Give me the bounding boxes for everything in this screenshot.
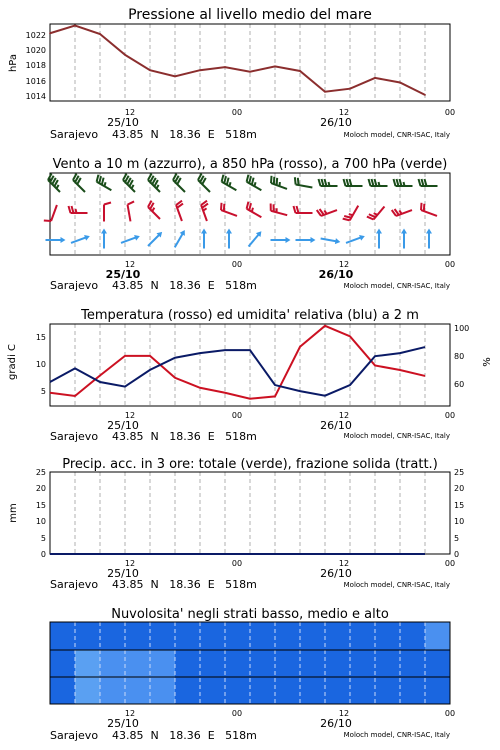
pressure-yticks	[26, 31, 46, 101]
cloud-cell	[425, 650, 451, 677]
pressure-point	[249, 71, 251, 73]
wind-barb-700hpa	[344, 179, 363, 186]
pressure-point	[374, 77, 376, 79]
temp-yticks-right	[454, 324, 469, 389]
cloud-cell	[125, 677, 151, 704]
pressure-point	[49, 32, 51, 34]
cloud-date: 25/10	[107, 717, 139, 730]
cloud-cell	[350, 650, 376, 677]
cloud-cell	[175, 622, 201, 650]
cloud-cell	[100, 622, 126, 650]
wind-barb-10m	[121, 235, 140, 243]
wind-xtick: 12	[124, 260, 136, 269]
cloud-cell	[225, 677, 251, 704]
cloud-xaxis	[50, 709, 455, 742]
wind-barb-700hpa	[295, 177, 312, 187]
pressure-ylabel: hPa	[8, 53, 19, 73]
cloud-cell	[200, 677, 226, 704]
cloud-xtick: 00	[444, 709, 456, 718]
precip-ytick: 5	[454, 534, 460, 543]
cloud-cell	[175, 677, 201, 704]
wind-date: 25/10	[105, 268, 141, 281]
cloud-cell	[100, 650, 126, 677]
cloud-cell	[400, 650, 426, 677]
cloud-cell	[400, 622, 426, 650]
temp-ytick: 10	[35, 360, 46, 369]
cloud-cell	[50, 677, 76, 704]
pressure-point	[399, 82, 401, 84]
wind-barb-10m	[346, 235, 365, 243]
temp-xaxis	[50, 411, 455, 443]
wind-panel	[44, 157, 455, 292]
pressure-date: 26/10	[320, 116, 352, 129]
wind-barb-700hpa	[419, 179, 438, 186]
precip-ytick: 25	[35, 468, 46, 477]
temp-yticks-left	[36, 333, 46, 396]
precip-title: Precip. acc. in 3 ore: totale (verde), frazione solida (tratt.)	[62, 457, 438, 472]
credit-label: Moloch model, CNR-ISAC, Italy	[343, 581, 450, 589]
precip-ytick: 5	[40, 534, 46, 543]
cloud-cell	[325, 650, 351, 677]
temp-ytick: 5	[40, 387, 46, 396]
wind-barb-700hpa	[222, 175, 237, 191]
wind-barb-850hpa	[247, 202, 262, 218]
cloud-cell	[125, 622, 151, 650]
temp-panel	[7, 308, 493, 443]
cloud-cell	[125, 650, 151, 677]
wind-barb-10m	[401, 229, 407, 249]
cloud-cell	[150, 622, 176, 650]
wind-barb-850hpa	[392, 209, 412, 216]
cloud-cell	[300, 622, 326, 650]
wind-barb-850hpa	[271, 204, 288, 216]
cloud-cell	[275, 677, 301, 704]
pressure-point	[199, 69, 201, 71]
cloud-date: 26/10	[320, 717, 352, 730]
wind-barb-700hpa	[394, 179, 413, 186]
cloud-cell	[250, 677, 276, 704]
temp-frame	[50, 324, 450, 406]
precip-xtick: 00	[231, 559, 243, 568]
wind-xtick: 12	[338, 260, 350, 269]
wind-xtick: 00	[231, 260, 243, 269]
location-label: Sarajevo 43.85 N 18.36 E 518m	[50, 578, 257, 591]
cloud-cell	[250, 622, 276, 650]
cloud-cell	[275, 622, 301, 650]
wind-barb-10m	[201, 229, 207, 249]
wind-barb-850hpa	[201, 201, 208, 221]
pressure-xaxis	[50, 108, 455, 141]
precip-ytick: 10	[454, 517, 465, 526]
precip-xtick: 12	[124, 559, 136, 568]
wind-barb-10m	[226, 229, 232, 249]
cloud-cell	[100, 677, 126, 704]
wind-barb-10m	[175, 230, 185, 247]
pressure-point	[324, 91, 326, 93]
wind-barb-850hpa	[176, 201, 183, 221]
pressure-panel	[8, 7, 455, 141]
pressure-ytick: 1014	[25, 92, 46, 101]
cloud-cell	[350, 622, 376, 650]
pressure-ytick: 1016	[25, 77, 46, 86]
cloud-cell	[150, 677, 176, 704]
wind-frame	[50, 173, 450, 255]
pressure-point	[349, 88, 351, 90]
location-label: Sarajevo 43.85 N 18.36 E 518m	[50, 430, 257, 443]
cloud-cell	[375, 677, 401, 704]
precip-xtick: 12	[338, 559, 350, 568]
cloud-cell	[200, 650, 226, 677]
temp-xtick: 00	[444, 411, 456, 420]
cloud-cell	[325, 622, 351, 650]
precip-panel	[8, 457, 464, 591]
cloud-panel	[50, 607, 455, 742]
cloud-cell	[150, 650, 176, 677]
wind-barb-700hpa	[247, 175, 262, 191]
pressure-point	[224, 66, 226, 68]
location-label: Sarajevo 43.85 N 18.36 E 518m	[50, 729, 257, 742]
cloud-xtick: 12	[338, 709, 350, 718]
cloud-cell	[75, 650, 101, 677]
cloud-cell	[200, 622, 226, 650]
wind-barb-10m	[296, 237, 316, 243]
wind-barb-10m	[46, 237, 66, 243]
cloud-xtick: 00	[231, 709, 243, 718]
temp-ylabel-left: gradi C	[7, 344, 18, 380]
cloud-cell	[375, 622, 401, 650]
precip-date: 26/10	[320, 567, 352, 580]
cloud-cell	[425, 622, 451, 650]
rh-ytick: 80	[454, 352, 465, 361]
credit-label: Moloch model, CNR-ISAC, Italy	[343, 282, 450, 290]
temp-gridlines	[75, 324, 425, 406]
wind-barb-850hpa	[128, 201, 135, 221]
precip-frame	[50, 472, 450, 554]
pressure-xtick: 00	[231, 108, 243, 117]
temp-ytick: 15	[35, 333, 46, 342]
precip-xtick: 00	[444, 559, 456, 568]
precip-gridlines	[75, 472, 425, 554]
pressure-point	[149, 69, 151, 71]
wind-barb-700hpa	[97, 175, 112, 191]
pressure-point	[274, 65, 276, 67]
cloud-cell	[350, 677, 376, 704]
credit-label: Moloch model, CNR-ISAC, Italy	[343, 432, 450, 440]
wind-barb-850hpa	[104, 203, 111, 222]
pressure-ytick: 1018	[25, 61, 46, 70]
wind-barb-10m	[426, 229, 432, 249]
cloud-cell	[50, 622, 76, 650]
precip-ytick: 20	[454, 484, 465, 493]
temp-xtick: 12	[338, 411, 350, 420]
temp-ylabel-right: %	[482, 357, 493, 367]
wind-barb-10m	[71, 235, 90, 243]
precip-ytick: 15	[454, 501, 465, 510]
cloud-cell	[175, 650, 201, 677]
pressure-xtick: 12	[124, 108, 136, 117]
wind-barb-700hpa	[271, 176, 287, 189]
pressure-gridlines	[75, 24, 425, 101]
pressure-point	[74, 25, 76, 27]
precip-yticks-left	[36, 468, 46, 559]
cloud-cell	[250, 650, 276, 677]
cloud-cell	[50, 650, 76, 677]
precip-xaxis	[50, 559, 455, 591]
temp-date: 26/10	[320, 419, 352, 432]
wind-barb-10m	[321, 238, 341, 244]
cloud-cell	[425, 677, 451, 704]
precip-ytick: 15	[35, 501, 46, 510]
pressure-point	[99, 33, 101, 35]
wind-barb-850hpa	[343, 206, 359, 221]
wind-date: 26/10	[318, 268, 354, 281]
cloud-cell	[225, 650, 251, 677]
wind-barb-850hpa	[294, 206, 313, 213]
cloud-cell	[275, 650, 301, 677]
wind-xaxis	[50, 260, 455, 292]
pressure-point	[299, 70, 301, 72]
wind-barb-700hpa	[369, 179, 388, 186]
cloud-cell	[300, 650, 326, 677]
pressure-ytick: 1020	[25, 46, 46, 55]
wind-barb-10m	[101, 229, 107, 249]
wind-barb-850hpa	[317, 209, 337, 216]
precip-ytick: 0	[454, 550, 460, 559]
precip-ylabel: mm	[8, 503, 19, 523]
wind-barbs	[44, 174, 438, 249]
precip-yticks-right	[454, 468, 464, 559]
pressure-xtick: 00	[444, 108, 456, 117]
credit-label: Moloch model, CNR-ISAC, Italy	[343, 731, 450, 739]
precip-ytick: 25	[454, 468, 465, 477]
cloud-cell	[325, 677, 351, 704]
wind-barb-700hpa	[319, 179, 338, 186]
pressure-point	[124, 54, 126, 56]
wind-barb-850hpa	[221, 203, 237, 216]
wind-title: Vento a 10 m (azzurro), a 850 hPa (rosso), a 700 hPa (verde)	[52, 157, 448, 172]
cloud-cells	[50, 622, 451, 704]
precip-ytick: 10	[35, 517, 46, 526]
wind-barb-10m	[271, 237, 291, 243]
cloud-cell	[400, 677, 426, 704]
pressure-point	[424, 94, 426, 96]
pressure-line	[50, 26, 425, 95]
rh-ytick: 100	[454, 324, 470, 333]
temp-date: 25/10	[107, 419, 139, 432]
wind-xtick: 00	[444, 260, 456, 269]
credit-label: Moloch model, CNR-ISAC, Italy	[343, 131, 450, 139]
pressure-xtick: 12	[338, 108, 350, 117]
location-label: Sarajevo 43.85 N 18.36 E 518m	[50, 128, 257, 141]
pressure-date: 25/10	[107, 116, 139, 129]
cloud-cell	[225, 622, 251, 650]
cloud-cell	[375, 650, 401, 677]
precip-ytick: 0	[40, 550, 46, 559]
cloud-cell	[75, 677, 101, 704]
precip-date: 25/10	[107, 567, 139, 580]
temp-xtick: 00	[231, 411, 243, 420]
rh-ytick: 60	[454, 380, 465, 389]
cloud-cell	[75, 622, 101, 650]
wind-barb-850hpa	[421, 203, 437, 216]
wind-barb-10m	[376, 229, 382, 249]
pressure-title: Pressione al livello medio del mare	[128, 7, 372, 23]
location-label: Sarajevo 43.85 N 18.36 E 518m	[50, 279, 257, 292]
precip-ytick: 20	[35, 484, 46, 493]
temp-xtick: 12	[124, 411, 136, 420]
wind-barb-850hpa	[69, 206, 88, 213]
temp-title: Temperatura (rosso) ed umidita' relativa (blu) a 2 m	[81, 308, 419, 323]
cloud-title: Nuvolosita' negli strati basso, medio e alto	[111, 607, 389, 622]
pressure-ytick: 1022	[25, 31, 46, 40]
cloud-cell	[300, 677, 326, 704]
pressure-point	[174, 75, 176, 77]
wind-barb-850hpa	[367, 206, 385, 219]
cloud-xtick: 12	[124, 709, 136, 718]
